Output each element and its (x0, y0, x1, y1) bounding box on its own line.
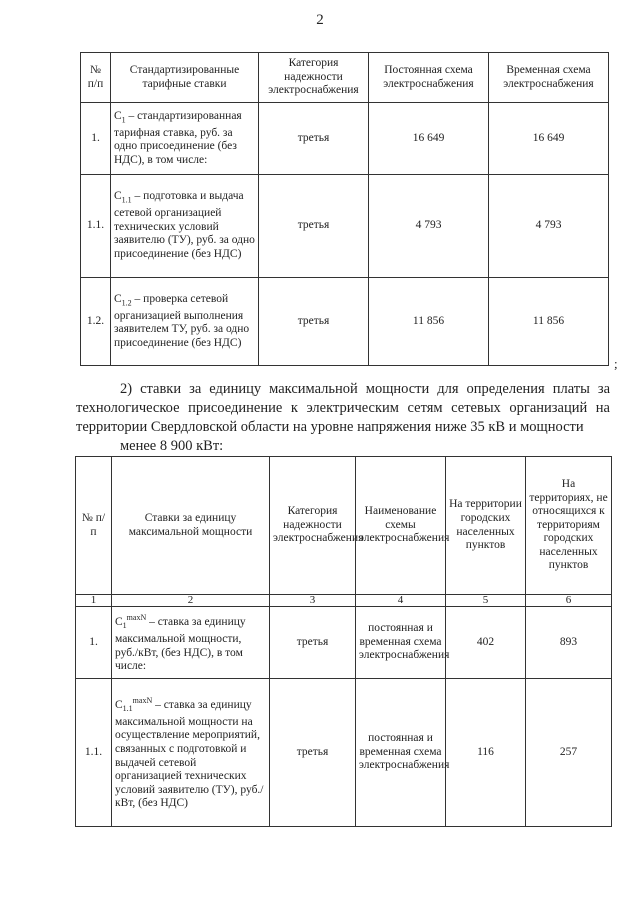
col-header-num: № п/п (81, 53, 111, 103)
row-number: 1. (76, 607, 112, 679)
rate-description: $С_{1.2}$ – проверка сетевой организацией выполнения заявителем ТУ, руб. за одно присоединение (без НДС) (111, 278, 259, 366)
row-number: 1.2. (81, 278, 111, 366)
col-header-non-urban: На территориях, не относящихся к территориям городских населенных пунктов (526, 457, 612, 595)
rate-description: $С_1^{maxN}$ – ставка за единицу максимальной мощности, руб./кВт, (без НДС), в том числе: (112, 607, 270, 679)
column-number: 3 (270, 595, 356, 607)
permanent-scheme-value: 4 793 (369, 175, 489, 278)
reliability-category: третья (259, 175, 369, 278)
non-urban-value: 893 (526, 607, 612, 679)
table-header-row (81, 53, 609, 103)
column-number: 1 (76, 595, 112, 607)
page-number: 2 (316, 12, 324, 28)
scheme-name: постоянная и временная схема электроснабжения (356, 607, 446, 679)
column-number-row (76, 595, 612, 607)
urban-value: 116 (446, 679, 526, 827)
col-header-num: № п/п (76, 457, 112, 595)
col-header-rates: Ставки за единицу максимальной мощности (112, 457, 270, 595)
body-paragraph (76, 380, 610, 456)
col-header-rates: Стандартизированные тарифные ставки (111, 53, 259, 103)
reliability-category: третья (259, 278, 369, 366)
temporary-scheme-value: 11 856 (489, 278, 609, 366)
column-number: 4 (356, 595, 446, 607)
permanent-scheme-value: 11 856 (369, 278, 489, 366)
temporary-scheme-value: 16 649 (489, 103, 609, 175)
row-number: 1. (81, 103, 111, 175)
table-row (81, 175, 609, 278)
col-header-category: Категория надежности электроснабжения (270, 457, 356, 595)
max-power-rates-table (75, 456, 612, 827)
table-row (76, 679, 612, 827)
rate-description: $С_{1.1}^{maxN}$ – ставка за единицу максимальной мощности на осуществление мероприятий, связанных с подготовкой и выдачей сетевой организацией технических условий заявителю (ТУ), руб./кВт, (без НДС) (112, 679, 270, 827)
non-urban-value: 257 (526, 679, 612, 827)
column-number: 6 (526, 595, 612, 607)
rate-description: $С_1$ – стандартизированная тарифная ставка, руб. за одно присоединение (без НДС), в том числе: (111, 103, 259, 175)
table-row (81, 278, 609, 366)
table-trailing-semicolon: ; (614, 356, 618, 371)
row-number: 1.1. (81, 175, 111, 278)
reliability-category: третья (259, 103, 369, 175)
column-number: 2 (112, 595, 270, 607)
reliability-category: третья (270, 607, 356, 679)
table-row (76, 607, 612, 679)
col-header-scheme: Наименование схемы электроснабжения (356, 457, 446, 595)
temporary-scheme-value: 4 793 (489, 175, 609, 278)
permanent-scheme-value: 16 649 (369, 103, 489, 175)
rate-description: $С_{1.1}$ – подготовка и выдача сетевой организацией технических условий заявителю (ТУ), руб. за одно присоединение (без НДС) (111, 175, 259, 278)
paragraph-last-line: менее 8 900 кВт: (120, 438, 224, 454)
urban-value: 402 (446, 607, 526, 679)
col-header-permanent: Постоянная схема электроснабжения (369, 53, 489, 103)
col-header-category: Категория надежности электроснабжения (259, 53, 369, 103)
col-header-temporary: Временная схема электроснабжения (489, 53, 609, 103)
scheme-name: постоянная и временная схема электроснабжения (356, 679, 446, 827)
tariff-rates-table (80, 52, 609, 366)
col-header-urban: На территории городских населенных пунктов (446, 457, 526, 595)
table-row (81, 103, 609, 175)
column-number: 5 (446, 595, 526, 607)
reliability-category: третья (270, 679, 356, 827)
paragraph-body: 2) ставки за единицу максимальной мощности для определения платы за технологическое присоединение к электрическим сетям сетевых организаций на территории Свердловской области на уровне напряжения ниже 35 кВ и мощности (76, 381, 610, 435)
table-header-row (76, 457, 612, 595)
row-number: 1.1. (76, 679, 112, 827)
